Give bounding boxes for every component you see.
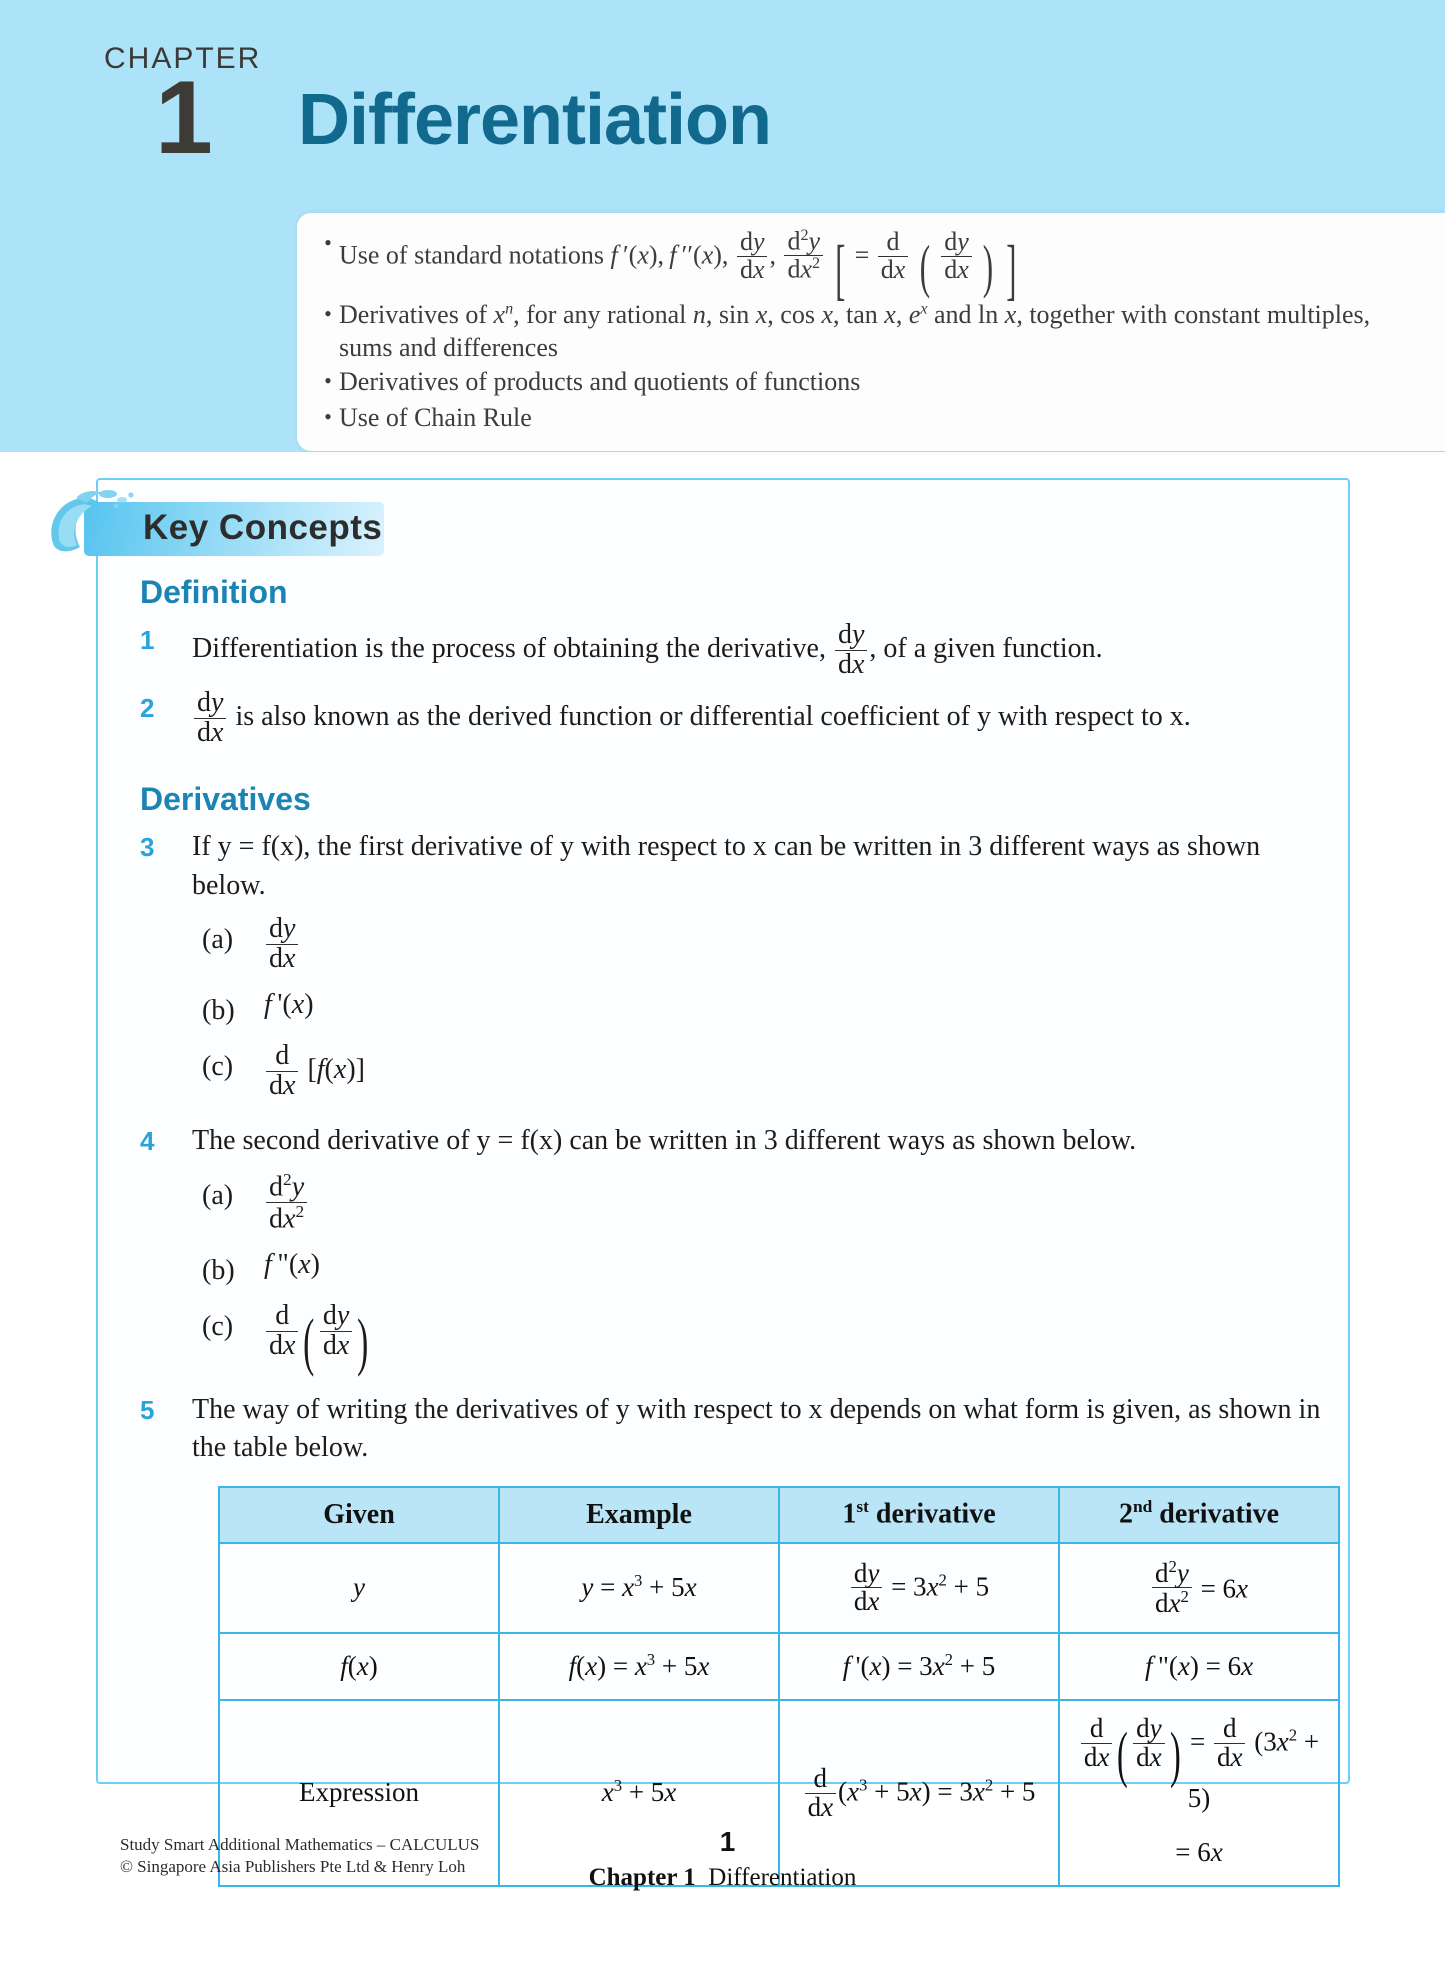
sub-item-4c-label: (c) bbox=[202, 1311, 234, 1343]
item-5-text: The way of writing the derivatives of y with respect to x depends on what form is given, as shown in the table below. bbox=[192, 1393, 1321, 1464]
chapter-header-band bbox=[0, 0, 1445, 452]
item-1-body bbox=[192, 621, 1320, 679]
numbered-item-1 bbox=[140, 621, 1320, 679]
syllabus-bullet-3 bbox=[297, 365, 1445, 401]
column-header-second-derivative: 2nd derivative bbox=[1059, 1487, 1339, 1543]
cell-given-1: y bbox=[219, 1543, 499, 1633]
key-concepts-content bbox=[140, 566, 1320, 1897]
item-5-body bbox=[192, 1391, 1340, 1887]
bullet-dot-icon: • bbox=[324, 368, 332, 394]
item-3-sublist bbox=[202, 915, 1320, 1100]
cell-example-3: $x^3 + 5x$ bbox=[499, 1700, 779, 1886]
table-header-row bbox=[219, 1487, 1339, 1543]
chapter-title: Differentiation bbox=[298, 80, 772, 160]
cell-given-2: f(x) bbox=[219, 1633, 499, 1700]
sub-item-3a-label: (a) bbox=[202, 924, 234, 956]
item-4-text: The second derivative of y = f(x) can be written in 3 different ways as shown below. bbox=[192, 1125, 1137, 1157]
cell-example-2: $f(x) = x^3 + 5x$ bbox=[499, 1633, 779, 1700]
item-number: 2 bbox=[140, 693, 155, 724]
section-heading-derivatives: Derivatives bbox=[140, 781, 311, 818]
syllabus-bullet-1 bbox=[297, 226, 1445, 307]
water-splash-icon bbox=[46, 484, 158, 558]
item-number: 4 bbox=[140, 1126, 155, 1157]
page-number: 1 bbox=[719, 1826, 736, 1857]
column-header-given: Given bbox=[219, 1487, 499, 1543]
sub-item-4a-label: (a) bbox=[202, 1179, 234, 1211]
item-1-text-after: , of a given function. bbox=[869, 633, 1103, 665]
item-3-body bbox=[192, 828, 1320, 1112]
item-1-text-before: Differentiation is the process of obtaining the derivative, bbox=[192, 633, 833, 665]
footer-center bbox=[0, 1826, 1445, 1892]
cell-second-derivative-1: $\frac{d^2y}{dx^2}$ = 6x bbox=[1059, 1543, 1339, 1633]
numbered-item-3 bbox=[140, 828, 1320, 1112]
table-row bbox=[219, 1633, 1339, 1700]
bullet-dot-icon: • bbox=[324, 300, 332, 326]
item-2-body bbox=[192, 689, 1320, 747]
item-3-text: If y = f(x), the first derivative of y with respect to x can be written in 3 different ways as shown below. bbox=[192, 831, 1261, 901]
footer-line-2: © Singapore Asia Publishers Pte Ltd & Henry Loh bbox=[120, 1857, 466, 1877]
cell-second-derivative-2: f "(x) = 6x bbox=[1059, 1633, 1339, 1700]
item-4-sublist bbox=[202, 1169, 1320, 1377]
column-header-example: Example bbox=[499, 1487, 779, 1543]
footer-line-1: Study Smart Additional Mathematics – CALCULUS bbox=[120, 1835, 480, 1854]
sub-item-3a bbox=[202, 915, 1320, 973]
sub-item-3b bbox=[202, 986, 1320, 1031]
item-number: 1 bbox=[140, 625, 155, 655]
sub-item-4b-label: (b) bbox=[202, 1254, 235, 1286]
syllabus-bullet-3-text: Derivatives of products and quotients of functions bbox=[339, 367, 861, 397]
item-number: 5 bbox=[140, 1394, 155, 1425]
numbered-item-5 bbox=[140, 1391, 1320, 1887]
cell-first-derivative-3: $\frac{d}{dx}$ $(x^3 + 5x) = 3x^2 + 5$ bbox=[779, 1700, 1059, 1886]
syllabus-card bbox=[297, 213, 1445, 451]
table-row bbox=[219, 1543, 1339, 1633]
syllabus-bullet-1-text: Use of standard notations f ′(x), f ′′(x), $\frac{dy}{dx}$ , $\frac{d^2y}{dx^2}$ [ = $\frac{d}{dx}$ ( $\frac{dy}{dx}$ ) ] bbox=[339, 226, 1017, 307]
syllabus-bullet-2 bbox=[297, 298, 1445, 366]
sub-item-4a-value: $\frac{d^2y}{dx^2}$ bbox=[264, 1171, 1320, 1234]
cell-second-derivative-3: $\frac{d}{dx}$ ( $\frac{dy}{dx}$ ) = $\frac{d}{dx}$ $(3x^2 + 5)$ = 6x bbox=[1059, 1700, 1339, 1886]
item-4-body bbox=[192, 1122, 1320, 1380]
item-number: 3 bbox=[140, 832, 155, 863]
cell-first-derivative-1: $\frac{dy}{dx}$ = $3x^2 + 5$ bbox=[779, 1543, 1059, 1633]
chapter-word-label: CHAPTER bbox=[104, 42, 262, 75]
syllabus-bullet-4 bbox=[297, 401, 1445, 437]
sub-item-4b-value: f "(x) bbox=[264, 1248, 320, 1280]
cell-given-3: Expression bbox=[219, 1700, 499, 1886]
chapter-number: 1 bbox=[155, 60, 213, 176]
item-2-text-after: is also known as the derived function or differential coefficient of y with respect to x. bbox=[228, 701, 1191, 733]
sub-item-4a bbox=[202, 1171, 1320, 1234]
cell-first-derivative-2: f '$(x) = 3x^2 + 5$ bbox=[779, 1633, 1059, 1700]
syllabus-bullet-4-text: Use of Chain Rule bbox=[339, 403, 532, 433]
column-header-first-derivative: 1st derivative bbox=[779, 1487, 1059, 1543]
sub-item-3b-value: f '(x) bbox=[264, 988, 314, 1020]
cell-example-1: $y = x^3 + 5x$ bbox=[499, 1543, 779, 1633]
bullet-dot-icon: • bbox=[324, 404, 332, 430]
sub-item-4b bbox=[202, 1246, 1320, 1291]
sub-item-4c-value: $\frac{d}{dx}$ ( $\frac{dy}{dx}$ ) bbox=[264, 1302, 1320, 1368]
key-concepts-label: Key Concepts bbox=[143, 508, 383, 547]
section-heading-definition: Definition bbox=[140, 574, 288, 610]
sub-item-3a-value: $\frac{dy}{dx}$ bbox=[264, 915, 1320, 973]
numbered-item-2 bbox=[140, 689, 1320, 747]
sub-item-3c-label: (c) bbox=[202, 1051, 234, 1083]
syllabus-bullet-2-text: Derivatives of $x^n$, for any rational n, sin x, cos x, tan x, $e^x$ and ln x, together with constant multiples, sums and differences bbox=[339, 299, 1371, 362]
sub-item-3c-value: $\frac{d}{dx}$ [f(x)] bbox=[264, 1042, 1320, 1100]
numbered-item-4 bbox=[140, 1122, 1320, 1380]
footer-chapter-label: Chapter 1 Differentiation bbox=[588, 1864, 857, 1891]
fraction-dy-dx: $\frac{dy}{dx}$ bbox=[194, 689, 226, 747]
fraction-dy-dx: $\frac{dy}{dx}$ bbox=[835, 621, 867, 679]
sub-item-4c bbox=[202, 1300, 1320, 1377]
sub-item-3c bbox=[202, 1042, 1320, 1100]
bullet-dot-icon: • bbox=[324, 230, 332, 255]
sub-item-3b-label: (b) bbox=[202, 994, 235, 1026]
